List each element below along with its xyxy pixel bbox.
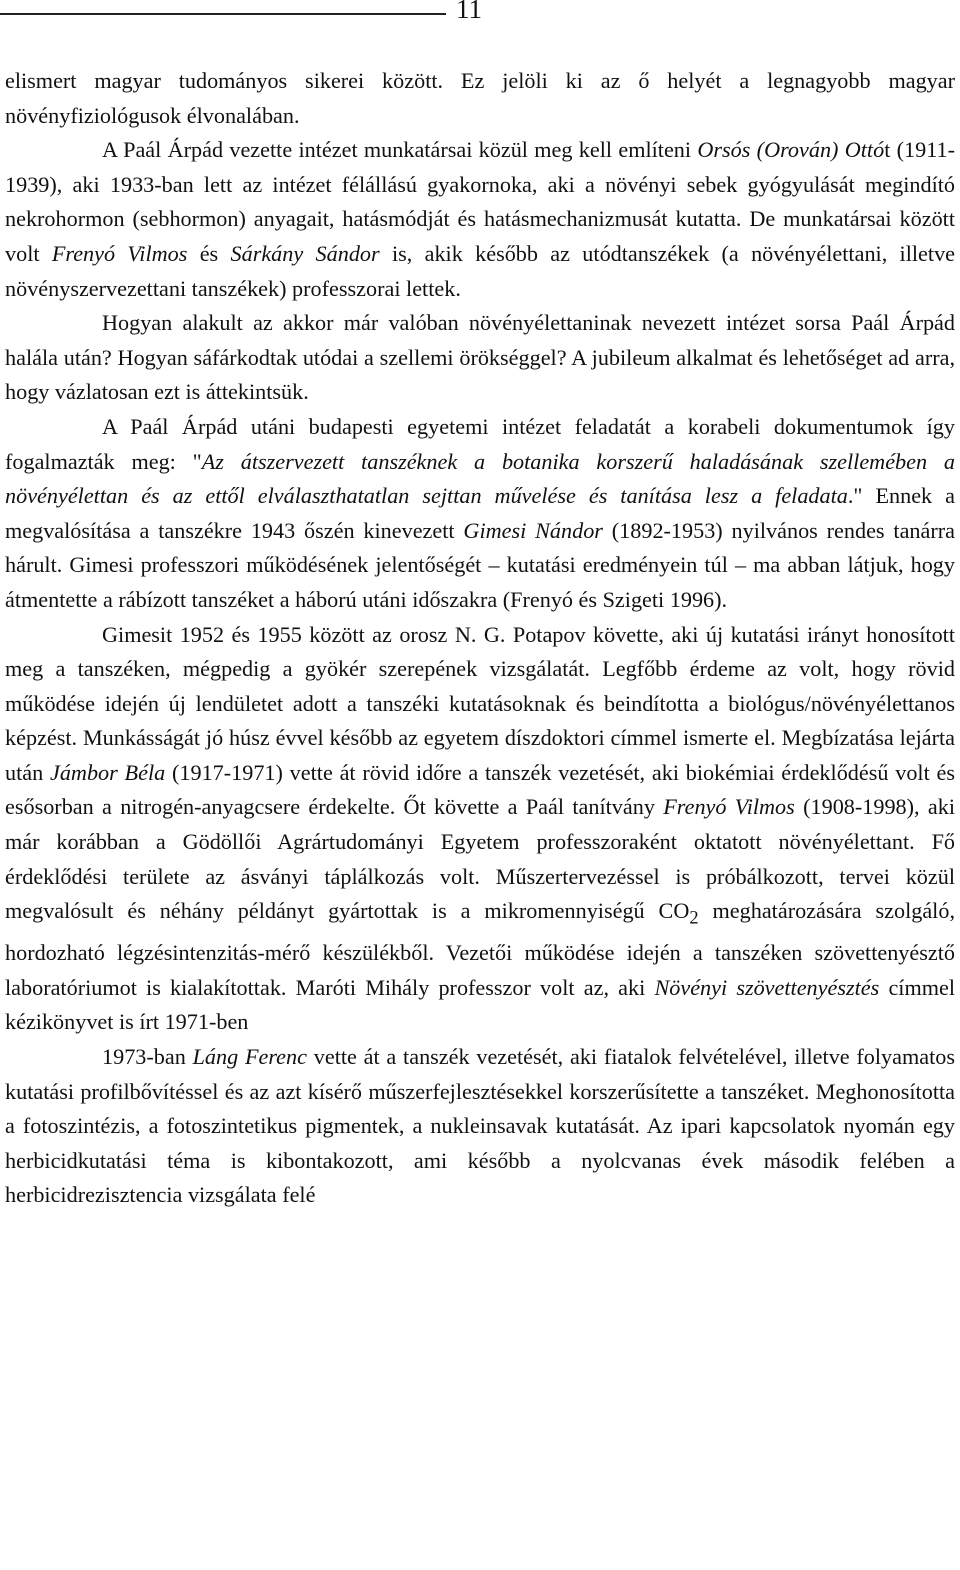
italic-text: Frenyó Vilmos [663,794,795,820]
paragraph [5,306,955,410]
text-run: Gimesit 1952 és 1955 között az orosz N. G. Potapov követte, aki új kutatási irányt honosított meg a tanszéken, mégpedig a gyökér szerepének vizsgálatát. Legfőbb érdeme az volt, hogy rövid működése idején új lendületet adott a tanszéki kutatásoknak és beindította a biológus/növényélettanos képzést. Munkásságát jó húsz évvel később az egyetem díszdoktori címmel ismerte el. Megbízatása lejárta után [5,621,955,785]
italic-text: Növényi szövettenyésztés [654,974,880,1000]
paragraph [5,410,955,618]
text-run: A Paál Árpád vezette intézet munkatársai közül meg kell említeni [102,137,698,163]
text-run: és [187,240,231,266]
text-run: elismert magyar tudományos sikerei között. Ez jelöli ki az ő helyét a legnagyobb magyar növényfiziológusok élvonalában. [5,68,955,128]
text-run: (1917-1971) vette át rövid időre a tanszék vezetését, aki biokémiai érdeklődésű volt és esősorban a nitrogén-anyagcsere érdekelte. Őt követte a Paál tanítvány [5,759,956,820]
italic-text: Orsós (Orován) Ottó [697,137,885,163]
text-run: 1973-ban [102,1044,193,1070]
italic-text: Jámbor Béla [49,759,166,785]
italic-text: Gimesi Nándor [463,517,603,543]
text-run: ." Ennek a megvalósítása a tanszékre 1943 őszén kinevezett [5,483,955,543]
paragraph [5,1040,955,1213]
italic-text: Láng Ferenc [192,1044,307,1070]
body-text [5,64,955,1213]
italic-text: Az átszervezett tanszéknek a botanika korszerű haladásának szellemében a növényélettan és az ettől elválaszthatatlan sejttan művelése és tanítása lesz a feladata [5,448,955,509]
page-number: 11 [456,0,482,24]
text-run: vette át a tanszék vezetését, aki fiatalok felvételével, illetve folyamatos kutatási profilbővítéssel és az azt kísérő műszerfejlesztésekkel korszerűsítette a tanszéket. Meghonosította a fotoszintézis, a fotoszintetikus pigmentek, a nukleinsavak kutatását. Az ipari kapcsolatok nyomán egy herbicidkutatási téma is kibontakozott, ami később a nyolcvanas évek második felében a herbicidrezisztencia vizsgálata felé [5,1044,955,1208]
text-run: Hogyan alakult az akkor már valóban növényélettaninak nevezett intézet sorsa Paál Árpád halála után? Hogyan sáfárkodtak utódai a szellemi örökséggel? A jubileum alkalmat és lehetőséget ad arra, hogy vázlatosan ezt is áttekintsük. [5,310,955,405]
text-run: t (1911-1939), aki 1933-ban lett az intézet félállású gyakornoka, aki a növényi sebek gyógyulását megindító nekrohormon (sebhormon) anyagait, hatásmódját és hatásmechanizmusát kutatta. De munkatársai között volt [5,137,955,266]
text-run: címmel kézikönyvet is írt 1971-ben [5,974,955,1035]
header-rule [0,13,446,15]
paragraph [5,64,955,133]
text-run: (1892-1953) nyilvános rendes tanárra hárult. Gimesi professzori működésének jelentőségét – kutatási eredményein túl – ma abban látjuk, hogy átmentette a rábízott tanszéket a háború utáni időszakra (Frenyó és Szigeti 1996). [5,517,955,612]
text-run: (1908-1998), aki már korábban a Gödöllői Agrártudományi Egyetem professzoraként oktatott növényélettant. Fő érdeklődési területe az ásványi táplálkozás volt. Műszertervezéssel is próbálkozott, tervei közül megvalósult és néhány példányt gyártottak is a mikromennyiségű CO [5,794,955,924]
text-run: is, akik később az utódtanszékek (a növényélettani, illetve növényszervezettani tanszékek) professzorai lettek. [5,240,956,301]
italic-text: Frenyó Vilmos [51,240,188,266]
paragraph [5,133,955,306]
paragraph [5,618,955,1041]
text-run: meghatározására szolgáló, hordozható légzésintenzitás-mérő készülékből. Vezetői működése idején a tanszéken szövettenyésztő laboratóriumot is kialakítottak. Maróti Mihály professzor volt az, aki [5,898,955,1000]
subscript-text: 2 [689,908,699,929]
text-run: A Paál Árpád utáni budapesti egyetemi intézet feladatát a korabeli dokumentumok így fogalmazták meg: " [5,413,955,474]
italic-text: Sárkány Sándor [230,240,380,266]
